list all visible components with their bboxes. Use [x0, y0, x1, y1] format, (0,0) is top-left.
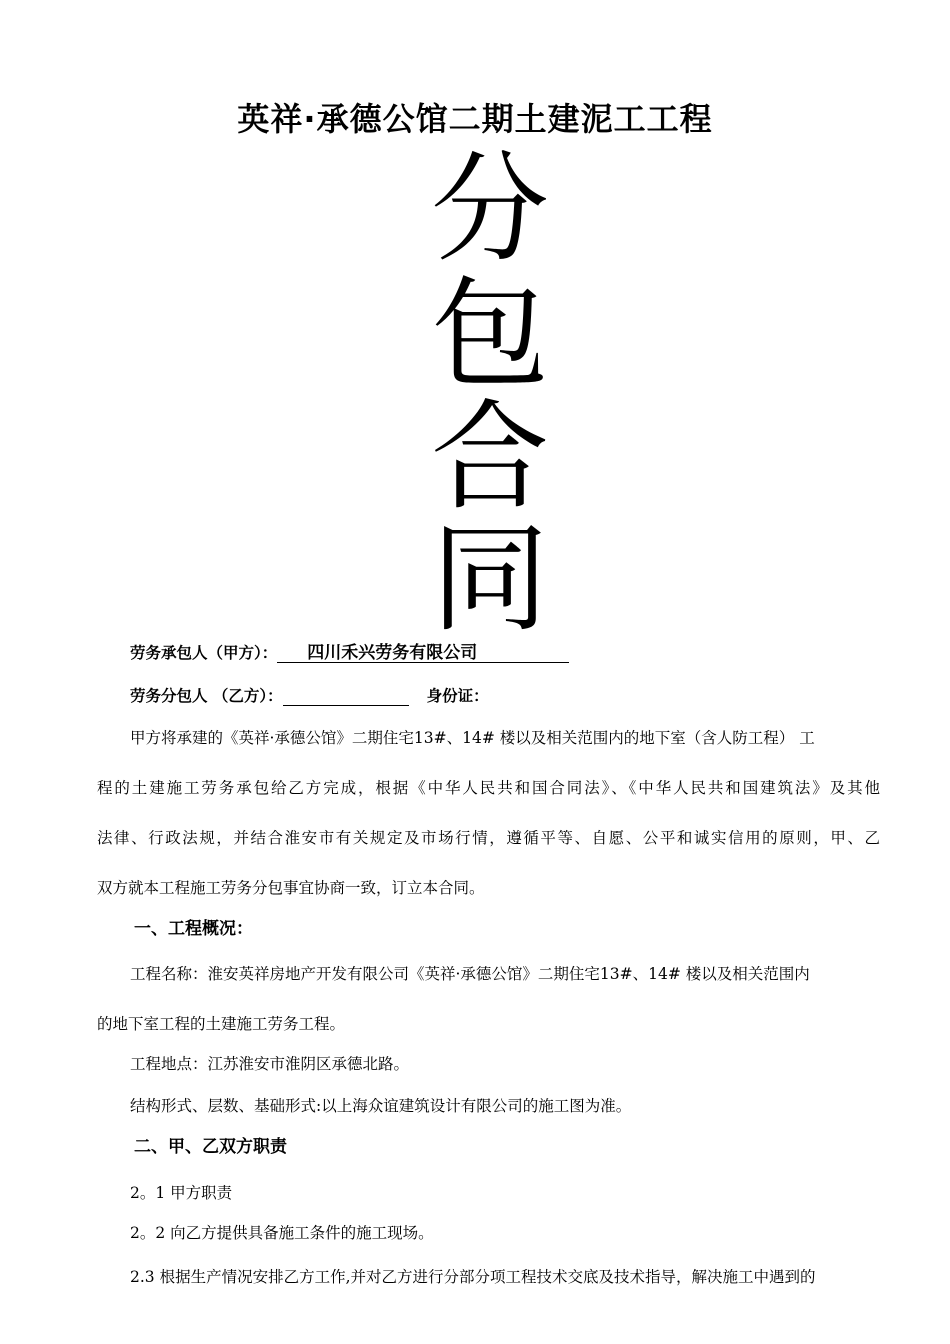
- intro-line-2: 程的土建施工劳务承包给乙方完成，根据《中华人民共和国合同法》、《中华人民共和国建筑法》及其他: [97, 779, 880, 797]
- project-structure: 结构形式、层数、基础形式:以上海众谊建筑设计有限公司的施工图为准。: [130, 1097, 632, 1115]
- party-a-value: 四川禾兴劳务有限公司: [277, 644, 569, 663]
- section-1-heading: 一、工程概况：: [134, 919, 253, 939]
- party-a-label: 劳务承包人（甲方）：: [130, 644, 278, 662]
- section-2-item-1: 2。1 甲方职责: [130, 1184, 233, 1202]
- project-location: 工程地点：江苏淮安市淮阴区承德北路。: [130, 1055, 410, 1073]
- section-2-item-3: 2.3 根据生产情况安排乙方工作,并对乙方进行分部分项工程技术交底及技术指导，解决施工中遇到的: [130, 1268, 816, 1286]
- project-name-line-1: 工程名称：淮安英祥房地产开发有限公司《英祥·承德公馆》二期住宅13#、14# 楼以及相关范围内: [130, 965, 810, 983]
- party-b-blank: [283, 687, 409, 706]
- big-title-char-2: 包: [430, 265, 549, 403]
- party-b-row: [130, 686, 920, 706]
- intro-line-3: 法律、行政法规，并结合淮安市有关规定及市场行情，遵循平等、自愿、公平和诚实信用的原则，甲、乙: [97, 829, 880, 847]
- party-b-label: 劳务分包人 （乙方）：: [130, 687, 283, 705]
- intro-line-4: 双方就本工程施工劳务分包事宜协商一致，订立本合同。: [97, 879, 485, 897]
- id-label: 身份证：: [426, 687, 489, 705]
- big-title-char-1: 分: [430, 140, 549, 278]
- section-2-item-2: 2。2 向乙方提供具备施工条件的施工现场。: [130, 1224, 434, 1242]
- party-a-row: [130, 643, 920, 663]
- project-name-line-2: 的地下室工程的土建施工劳务工程。: [97, 1015, 346, 1033]
- document-title: 英祥·承德公馆二期土建泥工工程: [237, 100, 713, 138]
- big-title-char-4: 同: [430, 510, 549, 648]
- section-2-heading: 二、甲、乙双方职责: [134, 1137, 287, 1157]
- intro-line-1: 甲方将承建的《英祥·承德公馆》二期住宅13#、14# 楼以及相关范围内的地下室（含人防工程） 工: [130, 729, 815, 747]
- big-title-char-3: 合: [430, 388, 549, 526]
